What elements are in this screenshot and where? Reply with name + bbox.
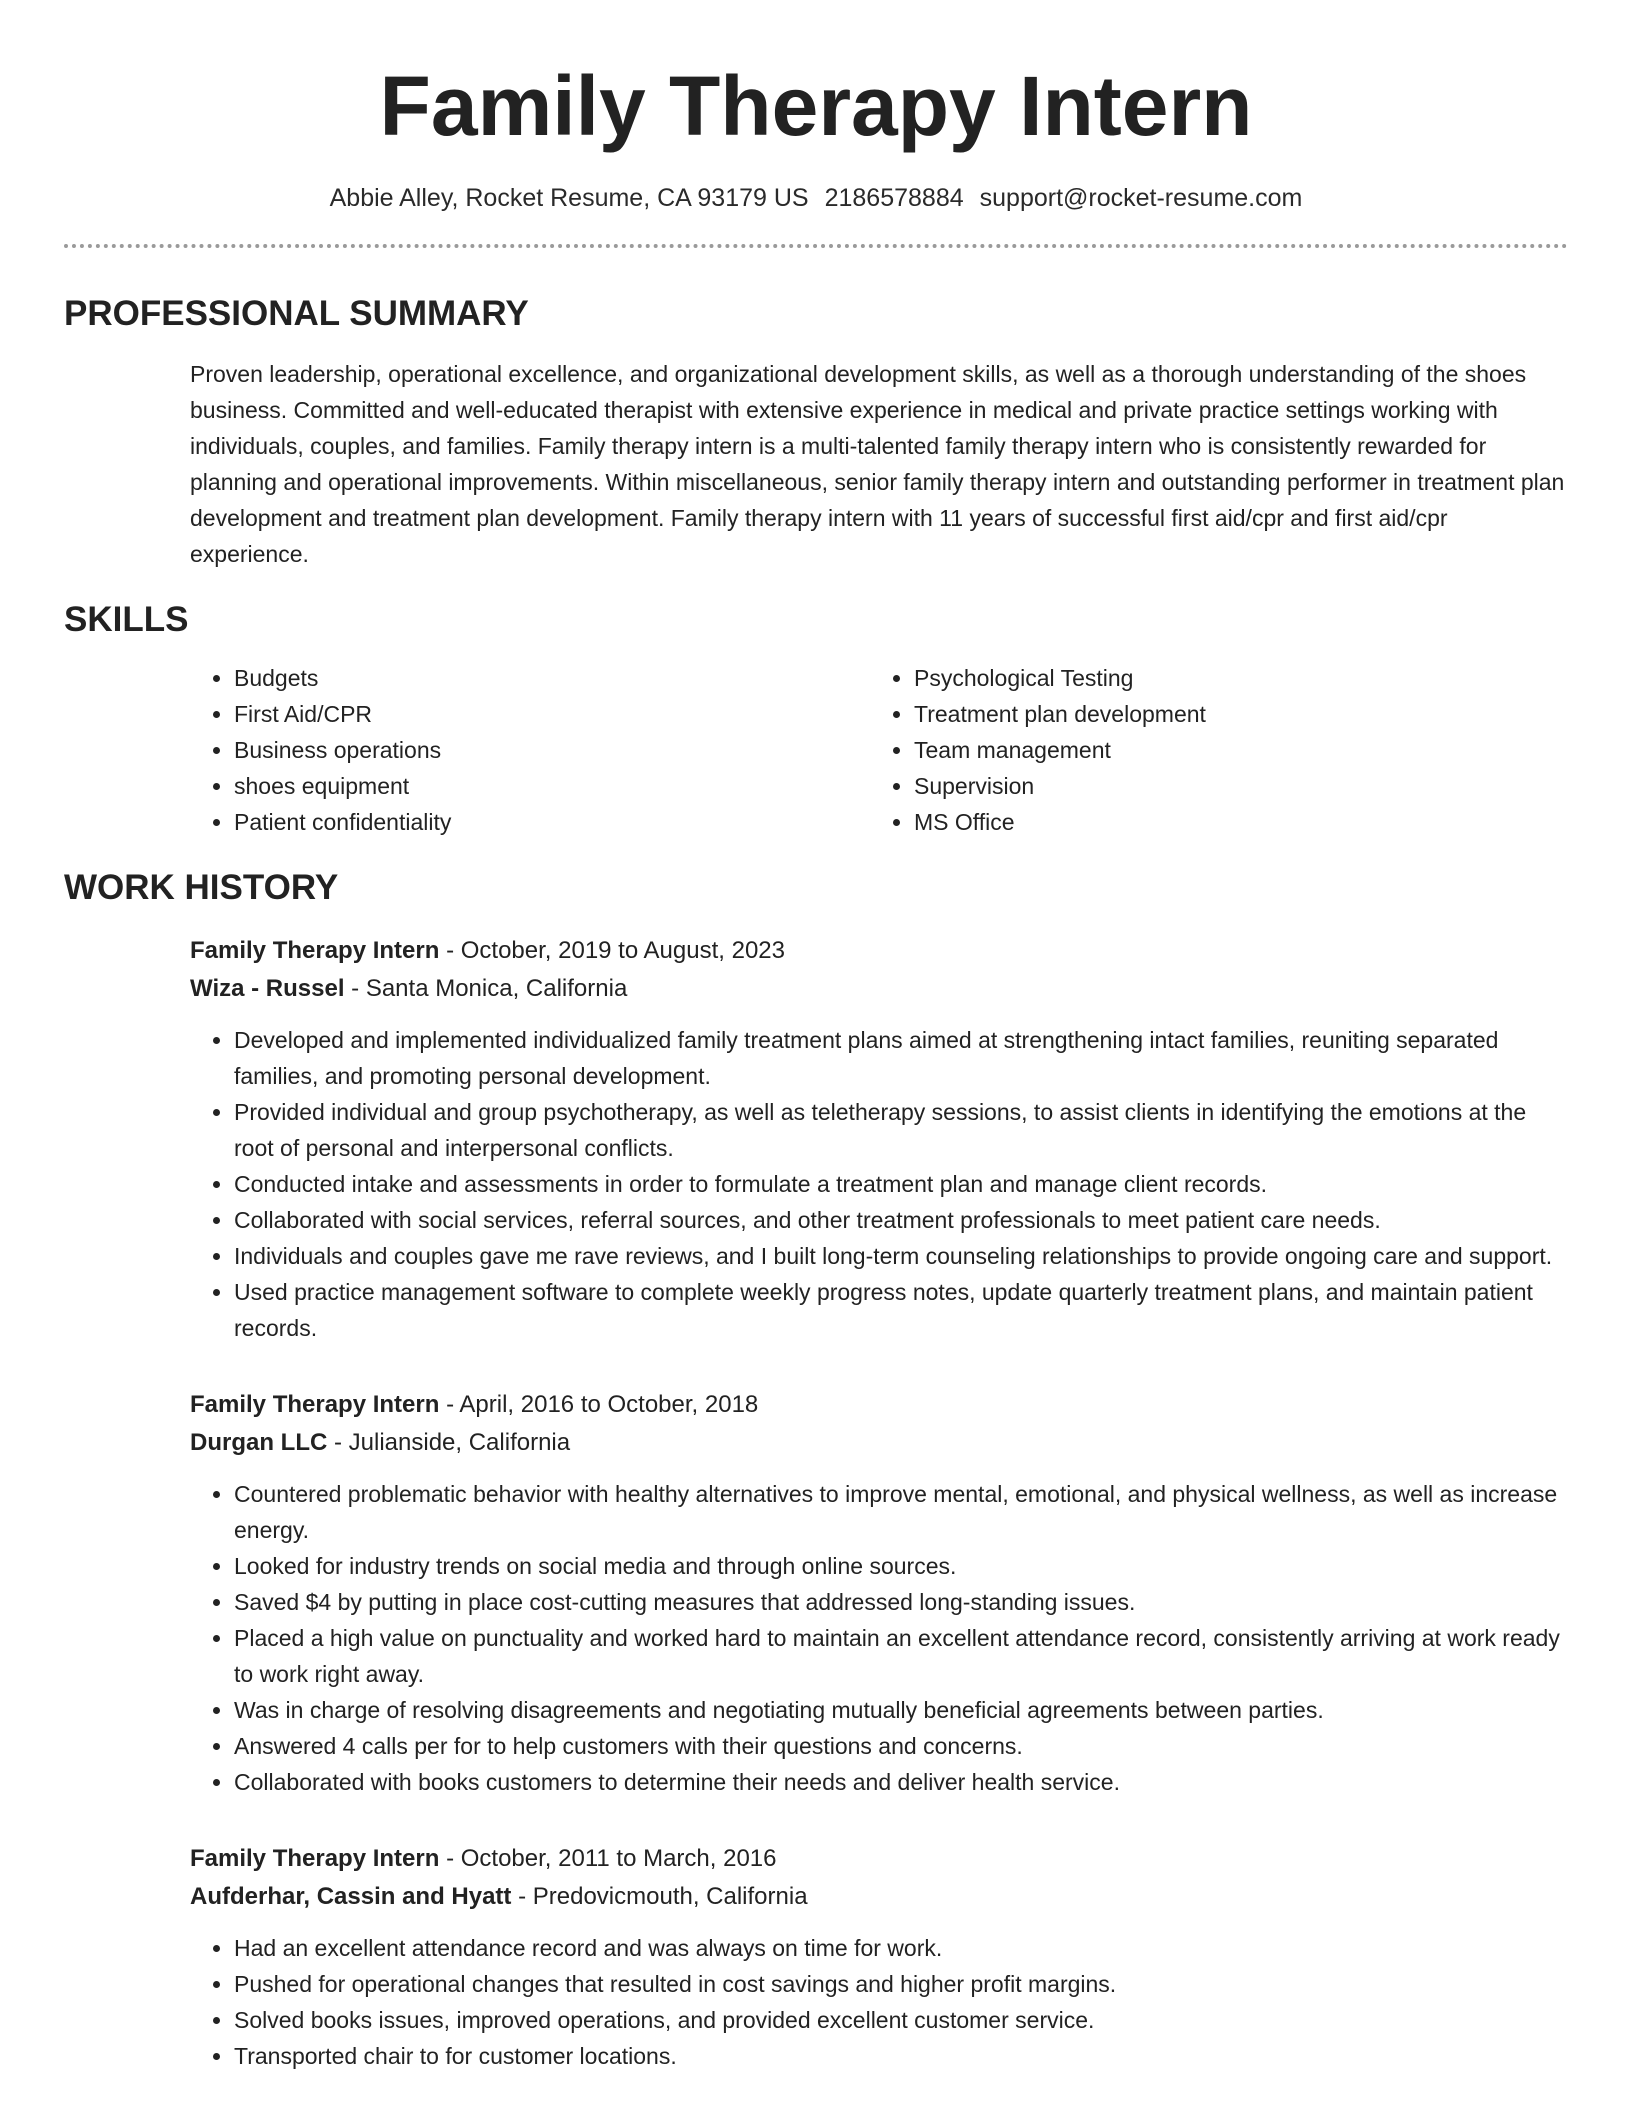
- skill-item: • Budgets: [234, 660, 870, 696]
- skill-item: • Supervision: [914, 768, 1550, 804]
- job-title-line: [190, 1386, 1568, 1424]
- job-location: - Julianside, California: [327, 1429, 571, 1456]
- job-bullet: • Saved $4 by putting in place cost-cutting measures that addressed long-standing issues.: [234, 1584, 1568, 1620]
- skills-column-2: [870, 660, 1550, 840]
- summary-heading: PROFESSIONAL SUMMARY: [64, 294, 529, 333]
- skills-list: [190, 660, 1568, 840]
- job-entry: [190, 1386, 1568, 1800]
- skills-column-1: [190, 660, 870, 840]
- job-company: Durgan LLC: [190, 1429, 328, 1456]
- job-bullet: • Answered 4 calls per for to help customers with their questions and concerns.: [234, 1728, 1568, 1764]
- job-bullet: • Transported chair to for customer locations.: [234, 2038, 1568, 2074]
- job-bullet: • Developed and implemented individualized family treatment plans aimed at strengthening intact families, reuniting separated families, and promoting personal development.: [234, 1022, 1568, 1094]
- job-company-line: [190, 1424, 1568, 1462]
- contact-phone: 2186578884: [824, 184, 964, 212]
- skill-item: • MS Office: [914, 804, 1550, 840]
- contact-line: [64, 182, 1568, 214]
- job-role: Family Therapy Intern: [190, 1391, 440, 1418]
- resume-page: [64, 0, 1568, 2074]
- job-bullet: • Had an excellent attendance record and was always on time for work.: [234, 1930, 1568, 1966]
- work-history-heading: WORK HISTORY: [64, 868, 339, 907]
- job-bullet: • Pushed for operational changes that resulted in cost savings and higher profit margins.: [234, 1966, 1568, 2002]
- summary-text: Proven leadership, operational excellence, and organizational development skills, as well as a thorough understanding of the shoes business. Committed and well-educated therapist with extensive experience in medical and private practice settings working with individuals, couples, and families. Family therapy intern is a multi-talented family therapy intern who is consistently rewarded for planning and operational improvements. Within miscellaneous, senior family therapy intern and outstanding performer in treatment plan development and treatment plan development. Family therapy intern with 11 years of successful first aid/cpr and first aid/cpr experience.: [190, 361, 1565, 567]
- job-entry: [190, 1840, 1568, 2074]
- skill-item: • shoes equipment: [234, 768, 870, 804]
- skill-item: • Team management: [914, 732, 1550, 768]
- job-bullet: • Individuals and couples gave me rave reviews, and I built long-term counseling relationships to provide ongoing care and support.: [234, 1238, 1568, 1274]
- header-divider: [64, 244, 1568, 248]
- job-entry: [190, 932, 1568, 1346]
- job-dates: - October, 2019 to August, 2023: [439, 937, 785, 964]
- job-company-line: [190, 1878, 1568, 1916]
- job-bullet: • Collaborated with social services, referral sources, and other treatment professionals to meet patient care needs.: [234, 1202, 1568, 1238]
- job-bullet: • Countered problematic behavior with healthy alternatives to improve mental, emotional, and physical wellness, as well as increase energy.: [234, 1476, 1568, 1548]
- skills-heading: SKILLS: [64, 600, 189, 639]
- job-role: Family Therapy Intern: [190, 1845, 440, 1872]
- job-bullets: [190, 1022, 1568, 1346]
- job-bullets: [190, 1930, 1568, 2074]
- resume-name: Family Therapy Intern: [379, 59, 1253, 153]
- job-bullet: • Used practice management software to complete weekly progress notes, update quarterly treatment plans, and maintain patient records.: [234, 1274, 1568, 1346]
- skill-item: • Treatment plan development: [914, 696, 1550, 732]
- contact-address: Abbie Alley, Rocket Resume, CA 93179 US: [329, 184, 809, 212]
- job-company: Aufderhar, Cassin and Hyatt: [190, 1883, 512, 1910]
- job-title-line: [190, 1840, 1568, 1878]
- job-bullet: • Collaborated with books customers to determine their needs and deliver health service.: [234, 1764, 1568, 1800]
- job-bullet: • Conducted intake and assessments in order to formulate a treatment plan and manage client records.: [234, 1166, 1568, 1202]
- skill-item: • Patient confidentiality: [234, 804, 870, 840]
- job-bullet: • Was in charge of resolving disagreements and negotiating mutually beneficial agreements between parties.: [234, 1692, 1568, 1728]
- job-company-line: [190, 970, 1568, 1008]
- skill-item: • First Aid/CPR: [234, 696, 870, 732]
- job-location: - Predovicmouth, California: [511, 1883, 808, 1910]
- job-location: - Santa Monica, California: [344, 975, 628, 1002]
- job-dates: - April, 2016 to October, 2018: [439, 1391, 759, 1418]
- job-bullet: • Looked for industry trends on social media and through online sources.: [234, 1548, 1568, 1584]
- job-dates: - October, 2011 to March, 2016: [439, 1845, 777, 1872]
- contact-email[interactable]: support@rocket-resume.com: [979, 184, 1303, 212]
- job-role: Family Therapy Intern: [190, 937, 440, 964]
- job-company: Wiza - Russel: [190, 975, 345, 1002]
- job-bullet: • Provided individual and group psychotherapy, as well as teletherapy sessions, to assist clients in identifying the emotions at the root of personal and interpersonal conflicts.: [234, 1094, 1568, 1166]
- skill-item: • Business operations: [234, 732, 870, 768]
- skill-item: • Psychological Testing: [914, 660, 1550, 696]
- job-bullet: • Placed a high value on punctuality and worked hard to maintain an excellent attendance record, consistently arriving at work ready to work right away.: [234, 1620, 1568, 1692]
- job-bullets: [190, 1476, 1568, 1800]
- job-title-line: [190, 932, 1568, 970]
- job-bullet: • Solved books issues, improved operations, and provided excellent customer service.: [234, 2002, 1568, 2038]
